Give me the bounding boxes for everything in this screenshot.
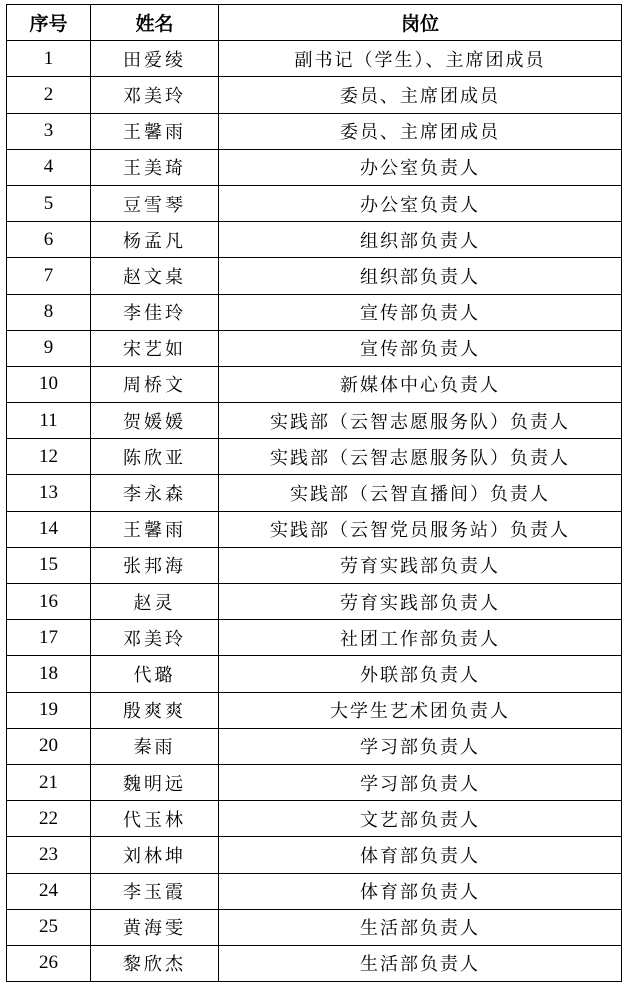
header-no: 序号 [7,5,91,41]
table-row [7,185,622,221]
cell-no: 20 [7,728,91,764]
cell-no: 21 [7,764,91,800]
cell-name: 李永森 [91,475,219,511]
cell-no: 16 [7,584,91,620]
cell-no: 19 [7,692,91,728]
table-row [7,113,622,149]
cell-name: 陈欣亚 [91,439,219,475]
cell-post: 办公室负责人 [219,149,622,185]
cell-name: 李玉霞 [91,873,219,909]
cell-no: 3 [7,113,91,149]
cell-name: 王馨雨 [91,113,219,149]
cell-no: 14 [7,511,91,547]
cell-no: 12 [7,439,91,475]
cell-no: 17 [7,620,91,656]
table-row [7,837,622,873]
table-row [7,764,622,800]
table-body [7,41,622,982]
cell-name: 王馨雨 [91,511,219,547]
cell-name: 魏明远 [91,764,219,800]
cell-no: 25 [7,909,91,945]
cell-no: 18 [7,656,91,692]
header-post: 岗位 [219,5,622,41]
cell-name: 代玉林 [91,801,219,837]
table-row [7,149,622,185]
cell-no: 22 [7,801,91,837]
cell-post: 学习部负责人 [219,764,622,800]
cell-post: 劳育实践部负责人 [219,547,622,583]
table-row [7,728,622,764]
table-row [7,801,622,837]
cell-no: 2 [7,77,91,113]
table-row [7,258,622,294]
table-row [7,692,622,728]
cell-no: 26 [7,945,91,981]
table-row [7,330,622,366]
table-row [7,366,622,402]
cell-no: 1 [7,41,91,77]
cell-name: 赵文桌 [91,258,219,294]
cell-name: 王美琦 [91,149,219,185]
cell-post: 办公室负责人 [219,185,622,221]
table-row [7,909,622,945]
cell-no: 10 [7,366,91,402]
table-header-row [7,5,622,41]
cell-post: 社团工作部负责人 [219,620,622,656]
cell-name: 刘林坤 [91,837,219,873]
cell-name: 田爱绫 [91,41,219,77]
cell-no: 23 [7,837,91,873]
cell-post: 外联部负责人 [219,656,622,692]
table-row [7,222,622,258]
cell-post: 组织部负责人 [219,258,622,294]
table-row [7,475,622,511]
cell-post: 文艺部负责人 [219,801,622,837]
cell-name: 邓美玲 [91,77,219,113]
cell-post: 实践部（云智志愿服务队）负责人 [219,439,622,475]
cell-name: 李佳玲 [91,294,219,330]
cell-post: 实践部（云智志愿服务队）负责人 [219,403,622,439]
cell-name: 宋艺如 [91,330,219,366]
table-row [7,945,622,981]
cell-no: 7 [7,258,91,294]
cell-no: 24 [7,873,91,909]
cell-name: 张邦海 [91,547,219,583]
cell-post: 大学生艺术团负责人 [219,692,622,728]
table-row [7,403,622,439]
cell-post: 体育部负责人 [219,837,622,873]
table-row [7,620,622,656]
cell-post: 委员、主席团成员 [219,113,622,149]
cell-no: 15 [7,547,91,583]
cell-post: 组织部负责人 [219,222,622,258]
cell-post: 实践部（云智直播间）负责人 [219,475,622,511]
cell-name: 豆雪琴 [91,185,219,221]
header-name: 姓名 [91,5,219,41]
cell-name: 代璐 [91,656,219,692]
cell-post: 宣传部负责人 [219,330,622,366]
cell-no: 6 [7,222,91,258]
cell-no: 13 [7,475,91,511]
cell-post: 生活部负责人 [219,945,622,981]
cell-name: 黄海雯 [91,909,219,945]
cell-no: 8 [7,294,91,330]
cell-name: 殷爽爽 [91,692,219,728]
table-row [7,439,622,475]
table-row [7,41,622,77]
cell-no: 4 [7,149,91,185]
table-row [7,873,622,909]
cell-post: 宣传部负责人 [219,294,622,330]
cell-post: 体育部负责人 [219,873,622,909]
cell-name: 邓美玲 [91,620,219,656]
cell-post: 副书记（学生）、主席团成员 [219,41,622,77]
table-row [7,584,622,620]
table-row [7,547,622,583]
cell-name: 贺媛媛 [91,403,219,439]
cell-post: 委员、主席团成员 [219,77,622,113]
cell-post: 生活部负责人 [219,909,622,945]
cell-no: 9 [7,330,91,366]
table-row [7,511,622,547]
cell-name: 黎欣杰 [91,945,219,981]
cell-post: 劳育实践部负责人 [219,584,622,620]
table-row [7,77,622,113]
cell-post: 实践部（云智党员服务站）负责人 [219,511,622,547]
cell-no: 5 [7,185,91,221]
table-row [7,294,622,330]
cell-name: 秦雨 [91,728,219,764]
roster-table [6,4,622,982]
cell-no: 11 [7,403,91,439]
cell-name: 周桥文 [91,366,219,402]
cell-name: 杨孟凡 [91,222,219,258]
cell-post: 学习部负责人 [219,728,622,764]
table-row [7,656,622,692]
cell-name: 赵灵 [91,584,219,620]
cell-post: 新媒体中心负责人 [219,366,622,402]
